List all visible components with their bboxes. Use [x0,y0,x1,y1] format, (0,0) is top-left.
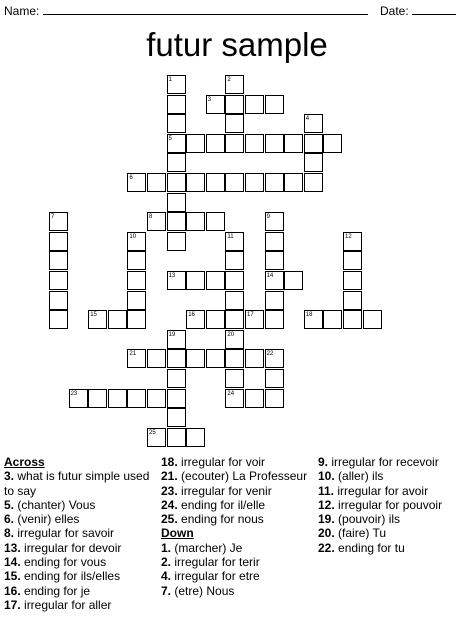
grid-cell[interactable] [167,408,186,427]
grid-cell[interactable] [225,134,244,153]
clue-text: (faire) Tu [334,526,387,541]
grid-number: 17 [247,312,254,319]
clue-text: irregular for etre [171,569,260,584]
name-label: Name: [4,4,40,18]
grid-cell[interactable] [265,95,284,114]
grid-cell[interactable] [49,291,68,310]
clue-number: 20. [318,526,335,541]
grid-number: 16 [188,312,195,319]
grid-cell[interactable] [127,389,146,408]
grid-cell[interactable] [49,310,68,329]
grid-number: 13 [168,273,176,279]
clue-item [4,498,152,512]
grid-cell[interactable] [225,271,244,290]
grid-cell[interactable] [363,310,382,329]
clue-item [4,598,152,612]
grid-cell[interactable] [206,271,225,290]
clue-text: ending for je [20,583,91,598]
clue-number: 4. [161,569,172,584]
grid-number: 7 [51,214,55,221]
grid-cell[interactable] [265,173,284,192]
grid-cell[interactable] [304,153,323,172]
clue-item [318,541,470,555]
grid-number: 9 [266,214,270,221]
grid-cell[interactable] [167,193,186,212]
clue-item [161,455,311,469]
grid-number: 19 [168,331,176,338]
grid-cell[interactable] [265,389,284,408]
grid-number: 14 [266,273,274,279]
grid-number: 11 [227,233,234,240]
grid-cell[interactable] [225,251,244,270]
grid-cell[interactable] [265,134,284,153]
grid-cell[interactable] [206,349,225,368]
clue-item [318,484,470,498]
grid-cell[interactable] [323,134,342,153]
grid-cell[interactable] [225,173,244,192]
grid-cell[interactable] [265,291,284,310]
clue-text: ending for ils/elles [20,569,121,584]
grid-number: 24 [227,390,235,397]
grid-cell[interactable] [343,251,362,270]
name-field[interactable] [4,3,368,18]
grid-cell[interactable] [167,153,186,172]
clue-text: irregular for venir [177,483,272,498]
grid-cell[interactable] [167,114,186,133]
clue-text: (marcher) Je [171,540,243,555]
grid-cell[interactable] [108,310,127,329]
grid-cell[interactable] [167,173,186,192]
clues-column-1 [4,455,152,612]
clue-number: 18. [161,455,178,469]
grid-cell[interactable] [265,369,284,388]
clue-text: (chanter) Vous [14,497,96,512]
clue-item [161,584,311,598]
grid-cell[interactable] [225,310,244,329]
across-heading: Across [4,455,45,469]
grid-cell[interactable] [245,349,264,368]
clue-text: (venir) elles [14,512,80,527]
clue-item [161,541,311,555]
clues-column-3 [318,455,470,555]
grid-cell[interactable] [167,232,186,251]
grid-cell[interactable] [225,114,244,133]
grid-number: 4 [305,116,310,123]
grid-number: 12 [345,233,352,240]
grid-cell[interactable] [186,173,205,192]
clue-number: 2. [161,555,172,570]
grid-cell[interactable] [186,134,205,153]
clue-number: 1. [161,540,172,555]
name-line [43,3,368,15]
across-clue-list [4,469,152,612]
clue-item [4,526,152,540]
clue-text: irregular for aller [20,597,112,612]
clue-number: 15. [4,569,21,584]
clue-number: 17. [4,597,21,612]
clue-number: 8. [4,526,15,541]
date-line [412,3,456,15]
clue-text: irregular for recevoir [328,455,439,469]
clue-text: irregular for avoir [334,483,429,498]
clue-text: irregular for voir [177,455,266,469]
grid-cell[interactable] [206,173,225,192]
grid-cell[interactable] [206,134,225,153]
clue-number: 14. [4,555,21,570]
grid-number: 22 [266,351,274,358]
clue-number: 24. [161,497,178,512]
grid-cell[interactable] [323,310,342,329]
clue-item [318,512,470,526]
down-heading: Down [161,526,194,541]
grid-cell[interactable] [49,271,68,290]
grid-number: 2 [227,77,231,83]
grid-cell[interactable] [186,212,205,231]
grid-cell[interactable] [245,95,264,114]
clue-number: 16. [4,583,21,598]
grid-cell[interactable] [343,271,362,290]
grid-number: 20 [227,331,235,338]
clue-number: 10. [318,469,335,484]
clue-item [161,469,311,483]
clue-item [318,526,470,540]
clue-text: ending for il/elle [177,497,266,512]
clue-number: 12. [318,497,335,512]
clue-item [4,555,152,569]
grid-cell[interactable] [265,251,284,270]
grid-number: 3 [207,96,212,103]
clue-number: 21. [161,469,178,484]
grid-cell[interactable] [343,291,362,310]
grid-cell[interactable] [304,173,323,192]
clue-item [4,469,152,498]
clue-item [4,569,152,583]
clue-number: 25. [161,512,178,527]
clue-item [161,484,311,498]
grid-number: 6 [129,175,133,181]
clue-number: 7. [161,583,172,598]
grid-cell[interactable] [167,95,186,114]
clue-text: irregular for savoir [14,526,115,541]
grid-cell[interactable] [186,428,205,447]
grid-cell[interactable] [167,389,186,408]
grid-cell[interactable] [225,349,244,368]
grid-cell[interactable] [127,291,146,310]
clue-item [4,541,152,555]
clue-number: 11. [318,483,335,498]
clues-column-2 [161,455,311,598]
clue-text: irregular for terir [171,555,260,570]
grid-cell[interactable] [167,369,186,388]
clue-text: (aller) ils [334,469,384,484]
grid-cell[interactable] [127,271,146,290]
grid-cell[interactable] [147,349,166,368]
grid-cell[interactable] [284,173,303,192]
clue-item [4,512,152,526]
clue-item [161,569,311,583]
grid-cell[interactable] [147,389,166,408]
grid-cell[interactable] [245,134,264,153]
grid-cell[interactable] [265,232,284,251]
down-clue-list [161,541,311,598]
clue-text: irregular for devoir [20,540,122,555]
grid-number: 1 [168,77,172,83]
date-field[interactable] [380,3,456,18]
clue-number: 6. [4,512,15,527]
grid-cell[interactable] [245,389,264,408]
clue-text: ending for vous [20,555,107,570]
grid-cell[interactable] [225,95,244,114]
grid-cell[interactable] [167,428,186,447]
grid-cell[interactable] [167,212,186,231]
clue-item [318,469,470,483]
clue-text: irregular for pouvoir [334,497,443,512]
grid-cell[interactable] [206,310,225,329]
across-clue-list-continued [161,455,311,526]
grid-number: 23 [70,390,78,397]
clue-item [318,455,470,469]
clue-text: (ecouter) La Professeur [177,469,308,484]
grid-number: 10 [129,233,137,240]
grid-cell[interactable] [127,310,146,329]
clue-number: 5. [4,497,15,512]
clue-item [318,498,470,512]
clue-text: (pouvoir) ils [334,512,401,527]
clue-number: 22. [318,540,335,555]
grid-cell[interactable] [343,310,362,329]
clue-number: 19. [318,512,335,527]
grid-cell[interactable] [225,291,244,310]
grid-cell[interactable] [206,212,225,231]
clue-number: 9. [318,455,329,469]
grid-cell[interactable] [186,271,205,290]
grid-cell[interactable] [147,173,166,192]
clue-item [161,512,311,526]
clue-item [4,584,152,598]
clue-text: ending for nous [177,512,264,527]
grid-cell[interactable] [245,173,264,192]
grid-number: 25 [149,429,156,436]
grid-number: 8 [149,214,153,221]
grid-cell[interactable] [49,232,68,251]
grid-cell[interactable] [186,349,205,368]
clue-number: 23. [161,483,178,498]
date-label: Date: [380,4,409,18]
grid-cell[interactable] [127,251,146,270]
grid-cell[interactable] [284,134,303,153]
clue-text: (etre) Nous [171,583,235,598]
grid-number: 18 [305,312,313,319]
clue-item [161,555,311,569]
clue-text: ending for tu [334,540,405,555]
down-clue-list-continued [318,455,470,555]
grid-cell[interactable] [49,251,68,270]
clue-text: what is futur simple used to say [4,469,150,498]
grid-cell[interactable] [108,389,127,408]
grid-cell[interactable] [167,349,186,368]
grid-cell[interactable] [265,310,284,329]
page-title: futur sample [146,26,328,63]
grid-cell[interactable] [88,389,107,408]
grid-number: 15 [90,312,97,319]
grid-number: 21 [129,351,137,358]
grid-cell[interactable] [304,134,323,153]
grid-cell[interactable] [225,369,244,388]
clue-number: 13. [4,540,21,555]
grid-number: 5 [168,135,172,142]
clue-item [161,498,311,512]
grid-cell[interactable] [284,271,303,290]
clue-number: 3. [4,469,15,484]
